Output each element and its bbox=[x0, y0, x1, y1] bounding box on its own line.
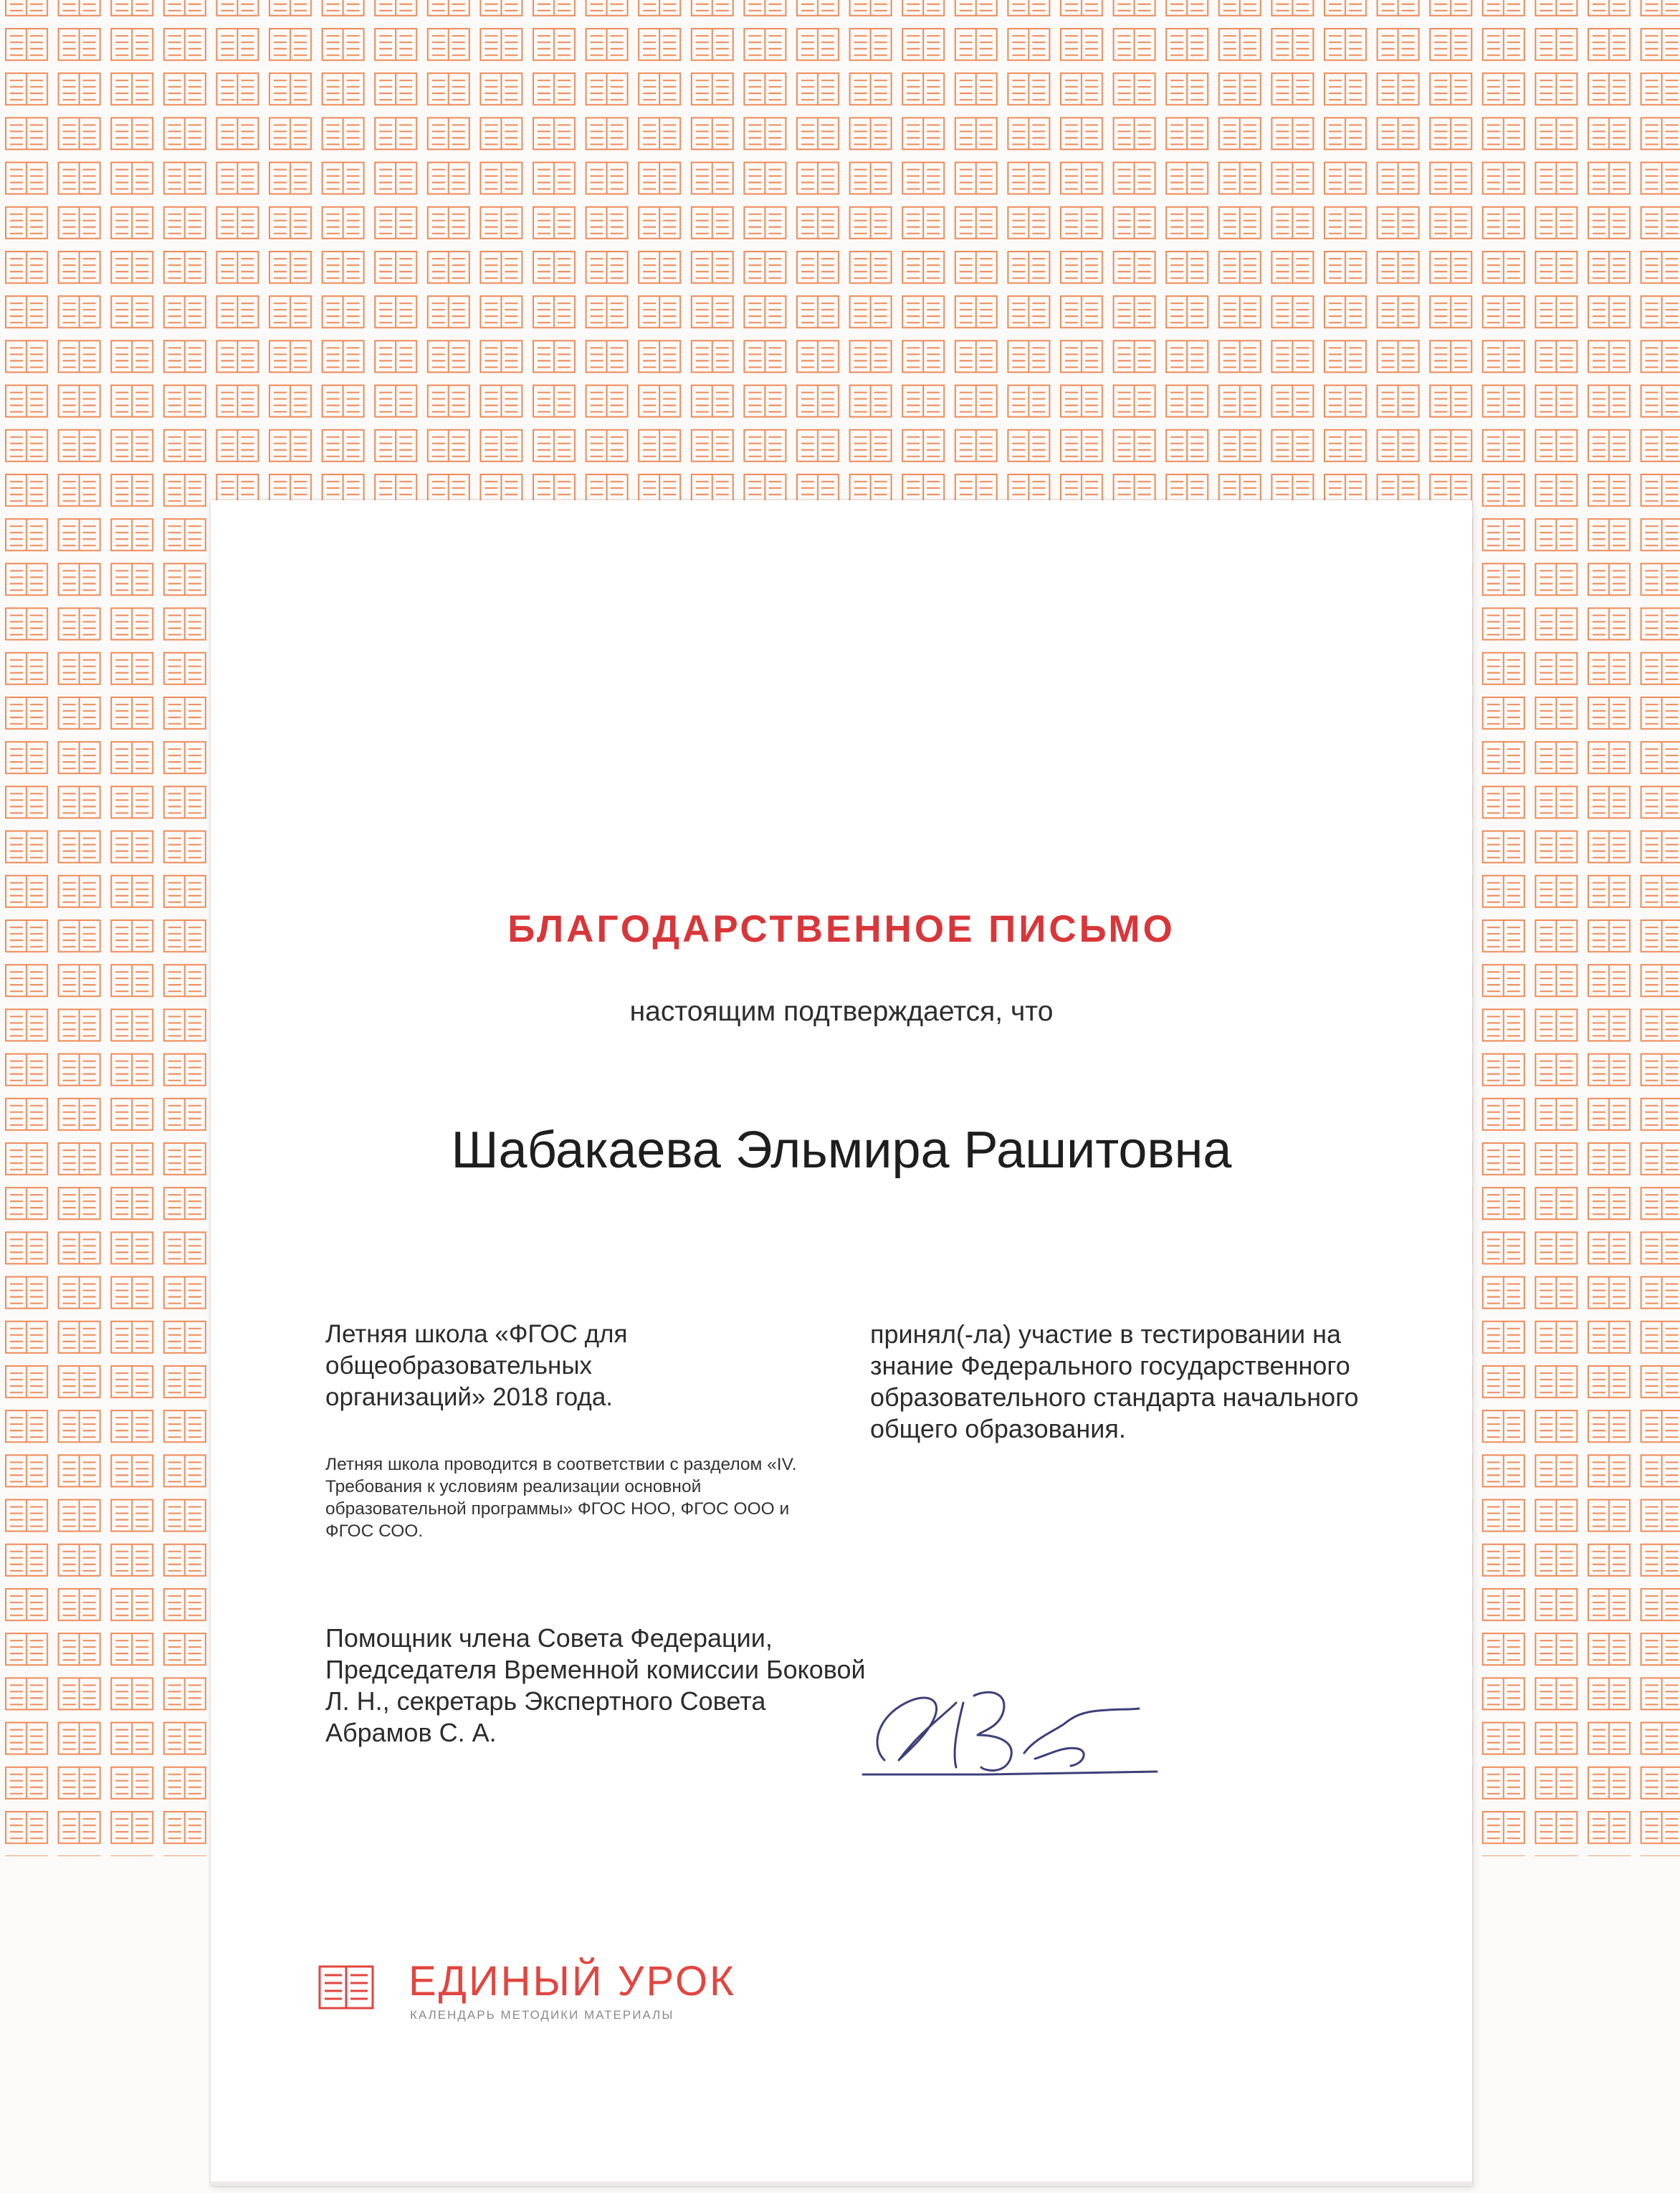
signature-icon bbox=[856, 1674, 1171, 1789]
event-note: Летняя школа проводится в соответствии с разделом «IV. Требования к условиям реализации основной образовательной программы» ФГОС НОО, ФГОС ООО и ФГОС СОО. bbox=[325, 1455, 797, 1541]
brand-name: ЕДИНЫЙ УРОК bbox=[409, 1958, 736, 2005]
brand-tagline: КАЛЕНДАРЬ МЕТОДИКИ МАТЕРИАЛЫ bbox=[410, 2008, 674, 2022]
thank-you-letter bbox=[211, 500, 1472, 2186]
signatory: Помощник члена Совета Федерации, Председателя Временной комиссии Боковой Л. Н., секретарь Экспертного Совета Абрамов С. А. bbox=[325, 1623, 866, 1747]
event-description: Летняя школа «ФГОС для общеобразовательных организаций» 2018 года. bbox=[325, 1320, 628, 1411]
confirm-line: настоящим подтверждается, что bbox=[629, 996, 1054, 1027]
recipient-name: Шабакаева Эльмира Рашитовна bbox=[451, 1122, 1232, 1179]
letter-title: БЛАГОДАРСТВЕННОЕ ПИСЬМО bbox=[507, 908, 1175, 950]
unified-lesson-logo-icon bbox=[318, 1965, 374, 2010]
participation-text: принял(-ла) участие в тестировании на знание Федерального государственного образовательного стандарта начального общего образования. bbox=[870, 1319, 1359, 1443]
